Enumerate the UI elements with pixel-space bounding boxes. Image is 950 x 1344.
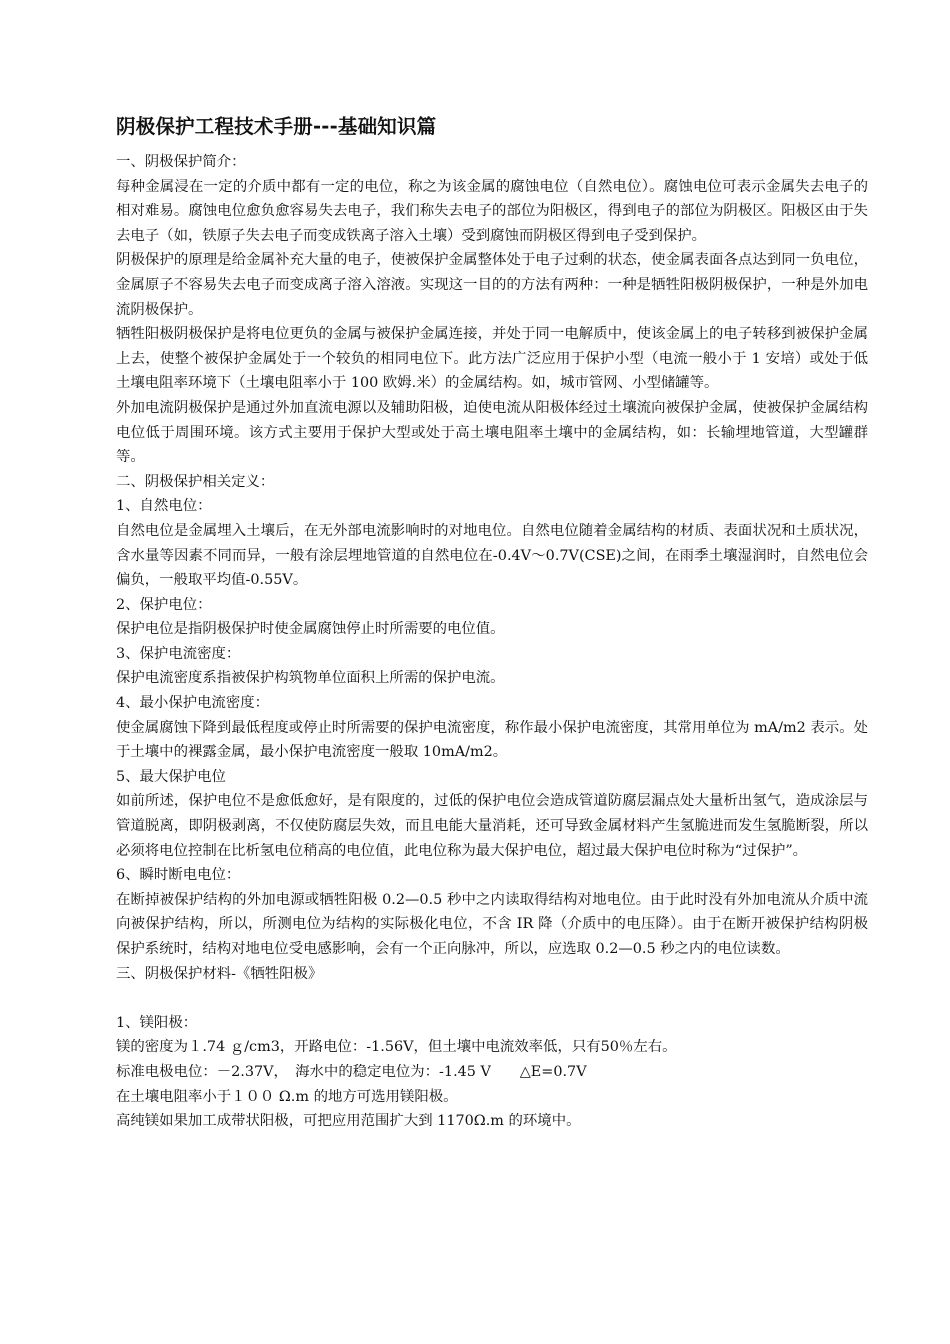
section-heading: 二、阴极保护相关定义： (116, 473, 275, 490)
paragraph: 保护电流密度系指被保护构筑物单位面积上所需的保护电流。 (116, 670, 505, 687)
subsection-heading: 4、最小保护电流密度： (116, 695, 270, 712)
paragraph: 外加电流阴极保护是通过外加直流电源以及辅助阳极，迫使电流从阳极体经过土壤流向被保护金属，使被保护金属结构电位低于周围环境。该方式主要用于保护大型或处于高土壤电阻率土壤中的金属结构，如：长输埋地管道，大型罐群等。 (116, 399, 868, 466)
document-title: 阴极保护工程技术手册---基础知识篇 (116, 115, 437, 138)
paragraph: 使金属腐蚀下降到最低程度或停止时所需要的保护电流密度，称作最小保护电流密度，其常用单位为 mA/m2 表示。处于土壤中的裸露金属，最小保护电流密度一般取 10mA/m2。 (116, 719, 868, 761)
subsection-heading: 5、最大保护电位 (116, 768, 226, 785)
paragraph: 保护电位是指阴极保护时使金属腐蚀停止时所需要的电位值。 (116, 621, 505, 638)
paragraph: 在断掉被保护结构的外加电源或牺牲阳极 0.2—0.5 秒中之内读取得结构对地电位。由于此时没有外加电流从介质中流向被保护结构，所以，所测电位为结构的实际极化电位，不含 IR 降（介质中的电压降）。由于在断开被保护结构阴极保护系统时，结构对地电位受电感影响，会有一个正向脉冲，所以，应选取 0.2—0.5 秒之内的电位读数。 (116, 891, 868, 957)
paragraph: 阴极保护的原理是给金属补充大量的电子，使被保护金属整体处于电子过剩的状态，使金属表面各点达到同一负电位，金属原子不容易失去电子而变成离子溶入溶液。实现这一目的的方法有两种：一种是牺牲阳极阴极保护，一种是外加电流阴极保护。 (116, 252, 868, 318)
subsection-heading: 2、保护电位： (116, 596, 212, 613)
blank-line (116, 986, 868, 1011)
subsection-heading: 6、瞬时断电电位： (116, 867, 241, 884)
subsection-heading: 1、镁阳极： (116, 1014, 198, 1031)
paragraph: 高纯镁如果加工成带状阳极，可把应用范围扩大到 1170Ω.m 的环境中。 (116, 1113, 581, 1130)
paragraph: 在土壤电阻率小于１００ Ω.m 的地方可选用镁阳极。 (116, 1088, 458, 1105)
paragraph: 如前所述，保护电位不是愈低愈好，是有限度的，过低的保护电位会造成管道防腐层漏点处大量析出氢气，造成涂层与管道脱离，即阴极剥离，不仅使防腐层失效，而且电能大量消耗，还可导致金属材料产生氢脆进而发生氢脆断裂，所以必须将电位控制在比析氢电位稍高的电位值，此电位称为最大保护电位，超过最大保护电位时称为“过保护”。 (116, 793, 868, 859)
paragraph: 镁的密度为１.74 ｇ/cm3，开路电位：-1.56V，但土壤中电流效率低，只有50％左右。 (116, 1039, 677, 1056)
paragraph: 标准电极电位：－2.37V， 海水中的稳定电位为：-1.45 V △E=0.7V (116, 1063, 587, 1080)
section-heading: 三、阴极保护材料-《牺牲阳极》 (116, 965, 323, 982)
paragraph: 每种金属浸在一定的介质中都有一定的电位，称之为该金属的腐蚀电位（自然电位）。腐蚀电位可表示金属失去电子的相对难易。腐蚀电位愈负愈容易失去电子，我们称失去电子的部位为阳极区，得到电子的部位为阴极区。阳极区由于失去电子（如，铁原子失去电子而变成铁离子溶入土壤）受到腐蚀而阴极区得到电子受到保护。 (116, 178, 868, 244)
document-body (116, 113, 868, 1134)
subsection-heading: 3、保护电流密度： (116, 645, 241, 662)
section-heading: 一、阴极保护简介： (116, 154, 246, 170)
paragraph: 牺牲阳极阴极保护是将电位更负的金属与被保护金属连接，并处于同一电解质中，使该金属上的电子转移到被保护金属上去，使整个被保护金属处于一个较负的相同电位下。此方法广泛应用于保护小型（电流一般小于 1 安培）或处于低土壤电阻率环境下（土壤电阻率小于 100 欧姆.米）的金属结构。如，城市管网、小型储罐等。 (116, 326, 868, 392)
subsection-heading: 1、自然电位： (116, 498, 212, 515)
paragraph: 自然电位是金属埋入土壤后，在无外部电流影响时的对地电位。自然电位随着金属结构的材质、表面状况和土质状况，含水量等因素不同而异，一般有涂层埋地管道的自然电位在-0.4V～0.7V(CSE)之间，在雨季土壤湿润时，自然电位会偏负，一般取平均值-0.55V。 (116, 522, 868, 589)
